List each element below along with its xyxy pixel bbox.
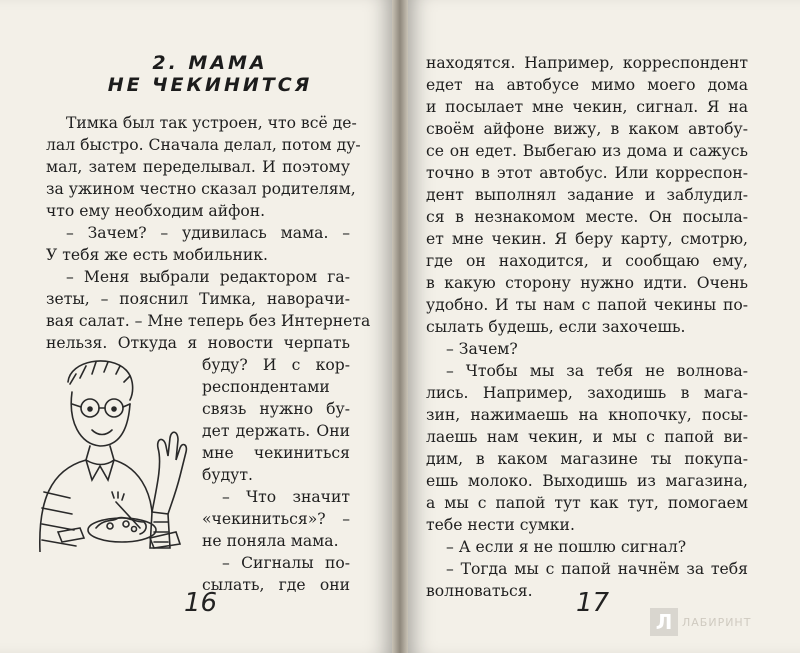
text-line: У тебя же есть мобильник. [46,246,269,264]
text-line: удобно. И ты нам с папой чекины по- [426,296,748,314]
labirint-logo-icon: Л [650,608,678,636]
text-line: что ему необходим айфон. [46,202,266,220]
text-line: нельзя. Откуда я новости черпать [46,334,350,352]
text-line: будут. [202,466,253,484]
text-line: лал быстро. Сначала делал, потом ду- [46,136,361,154]
text-line: дет держать. Они [202,422,350,440]
text-line: дент выполнял задание и заблудил- [426,186,748,204]
text-line: мал, затем переделывал. И поэтому [46,158,350,176]
left-page [0,0,392,653]
right-page [408,0,800,653]
text-line: и посылает мне чекин, сигнал. Я на [426,98,748,116]
text-line: – Чтобы мы за тебя не волнова- [446,362,748,380]
text-line: а мы с папой тут как тут, помогаем [426,494,748,512]
text-line: сылать, где они [202,576,350,594]
text-line: не поняла мама. [202,532,339,550]
text-line: связь нужно бу- [202,400,350,418]
text-line: едет на автобусе мимо моего дома [426,76,748,94]
book-gutter [392,0,408,653]
text-line: – Меня выбрали редактором га- [66,268,350,286]
text-line: зеты, – пояснил Тимка, наворачи- [46,290,350,308]
text-line: зин, нажимаешь на кнопочку, посы- [426,406,748,424]
text-line: тебе нести сумки. [426,516,575,534]
text-line: в какую сторону нужно идти. Очень [426,274,748,292]
boy-illustration [30,352,190,552]
text-line: – Зачем? – удивилась мама. – [66,224,350,242]
text-line: ся в незнакомом месте. Он посыла- [426,208,748,226]
text-line: своём айфоне вижу, в каком автобу- [426,120,748,138]
text-line: за ужином честно сказал родителям, [46,180,356,198]
text-line: – Тогда мы с папой начнём за тебя [446,560,748,578]
text-line: се он едет. Выбегаю из дома и сажусь [426,142,748,160]
text-line: находятся. Например, корреспондент [426,54,748,72]
text-line: волноваться. [426,582,533,600]
text-line: лаешь нам чекин, и мы с папой ви- [426,428,748,446]
text-line: ешь молоко. Выходишь из магазина, [426,472,748,490]
text-line: где он находится, и сообщаю ему, [426,252,748,270]
text-line: вая салат. – Мне теперь без Интернета [46,312,371,330]
chapter-title-line2: НЕ ЧЕКИНИТСЯ [107,74,313,96]
page-number-left: 16 [184,588,218,618]
text-line: Тимка был так устроен, что всё де- [66,114,357,132]
text-line: ет мне чекин. Я беру карту, смотрю, [426,230,748,248]
text-line: – А если я не пошлю сигнал? [446,538,687,556]
text-line: мне чекиниться [202,444,350,462]
text-line: лись. Например, заходишь в мага- [426,384,748,402]
text-line: дим, в каком магазине ты покупа- [426,450,748,468]
text-line: – Сигналы по- [222,554,350,572]
text-line: сылать будешь, если захочешь. [426,318,686,336]
text-line: «чекиниться»? – [202,510,350,528]
text-line: – Что значит [222,488,350,506]
page-number-right: 17 [576,588,610,618]
text-line: точно в этот автобус. Или корреспон- [426,164,748,182]
text-line: буду? И с кор- [202,356,350,374]
text-line: респондентами [202,378,330,396]
text-line: – Зачем? [446,340,518,358]
chapter-title-line1: 2. МАМА [152,52,268,74]
watermark-text: ЛАБИРИНТ [682,616,752,629]
